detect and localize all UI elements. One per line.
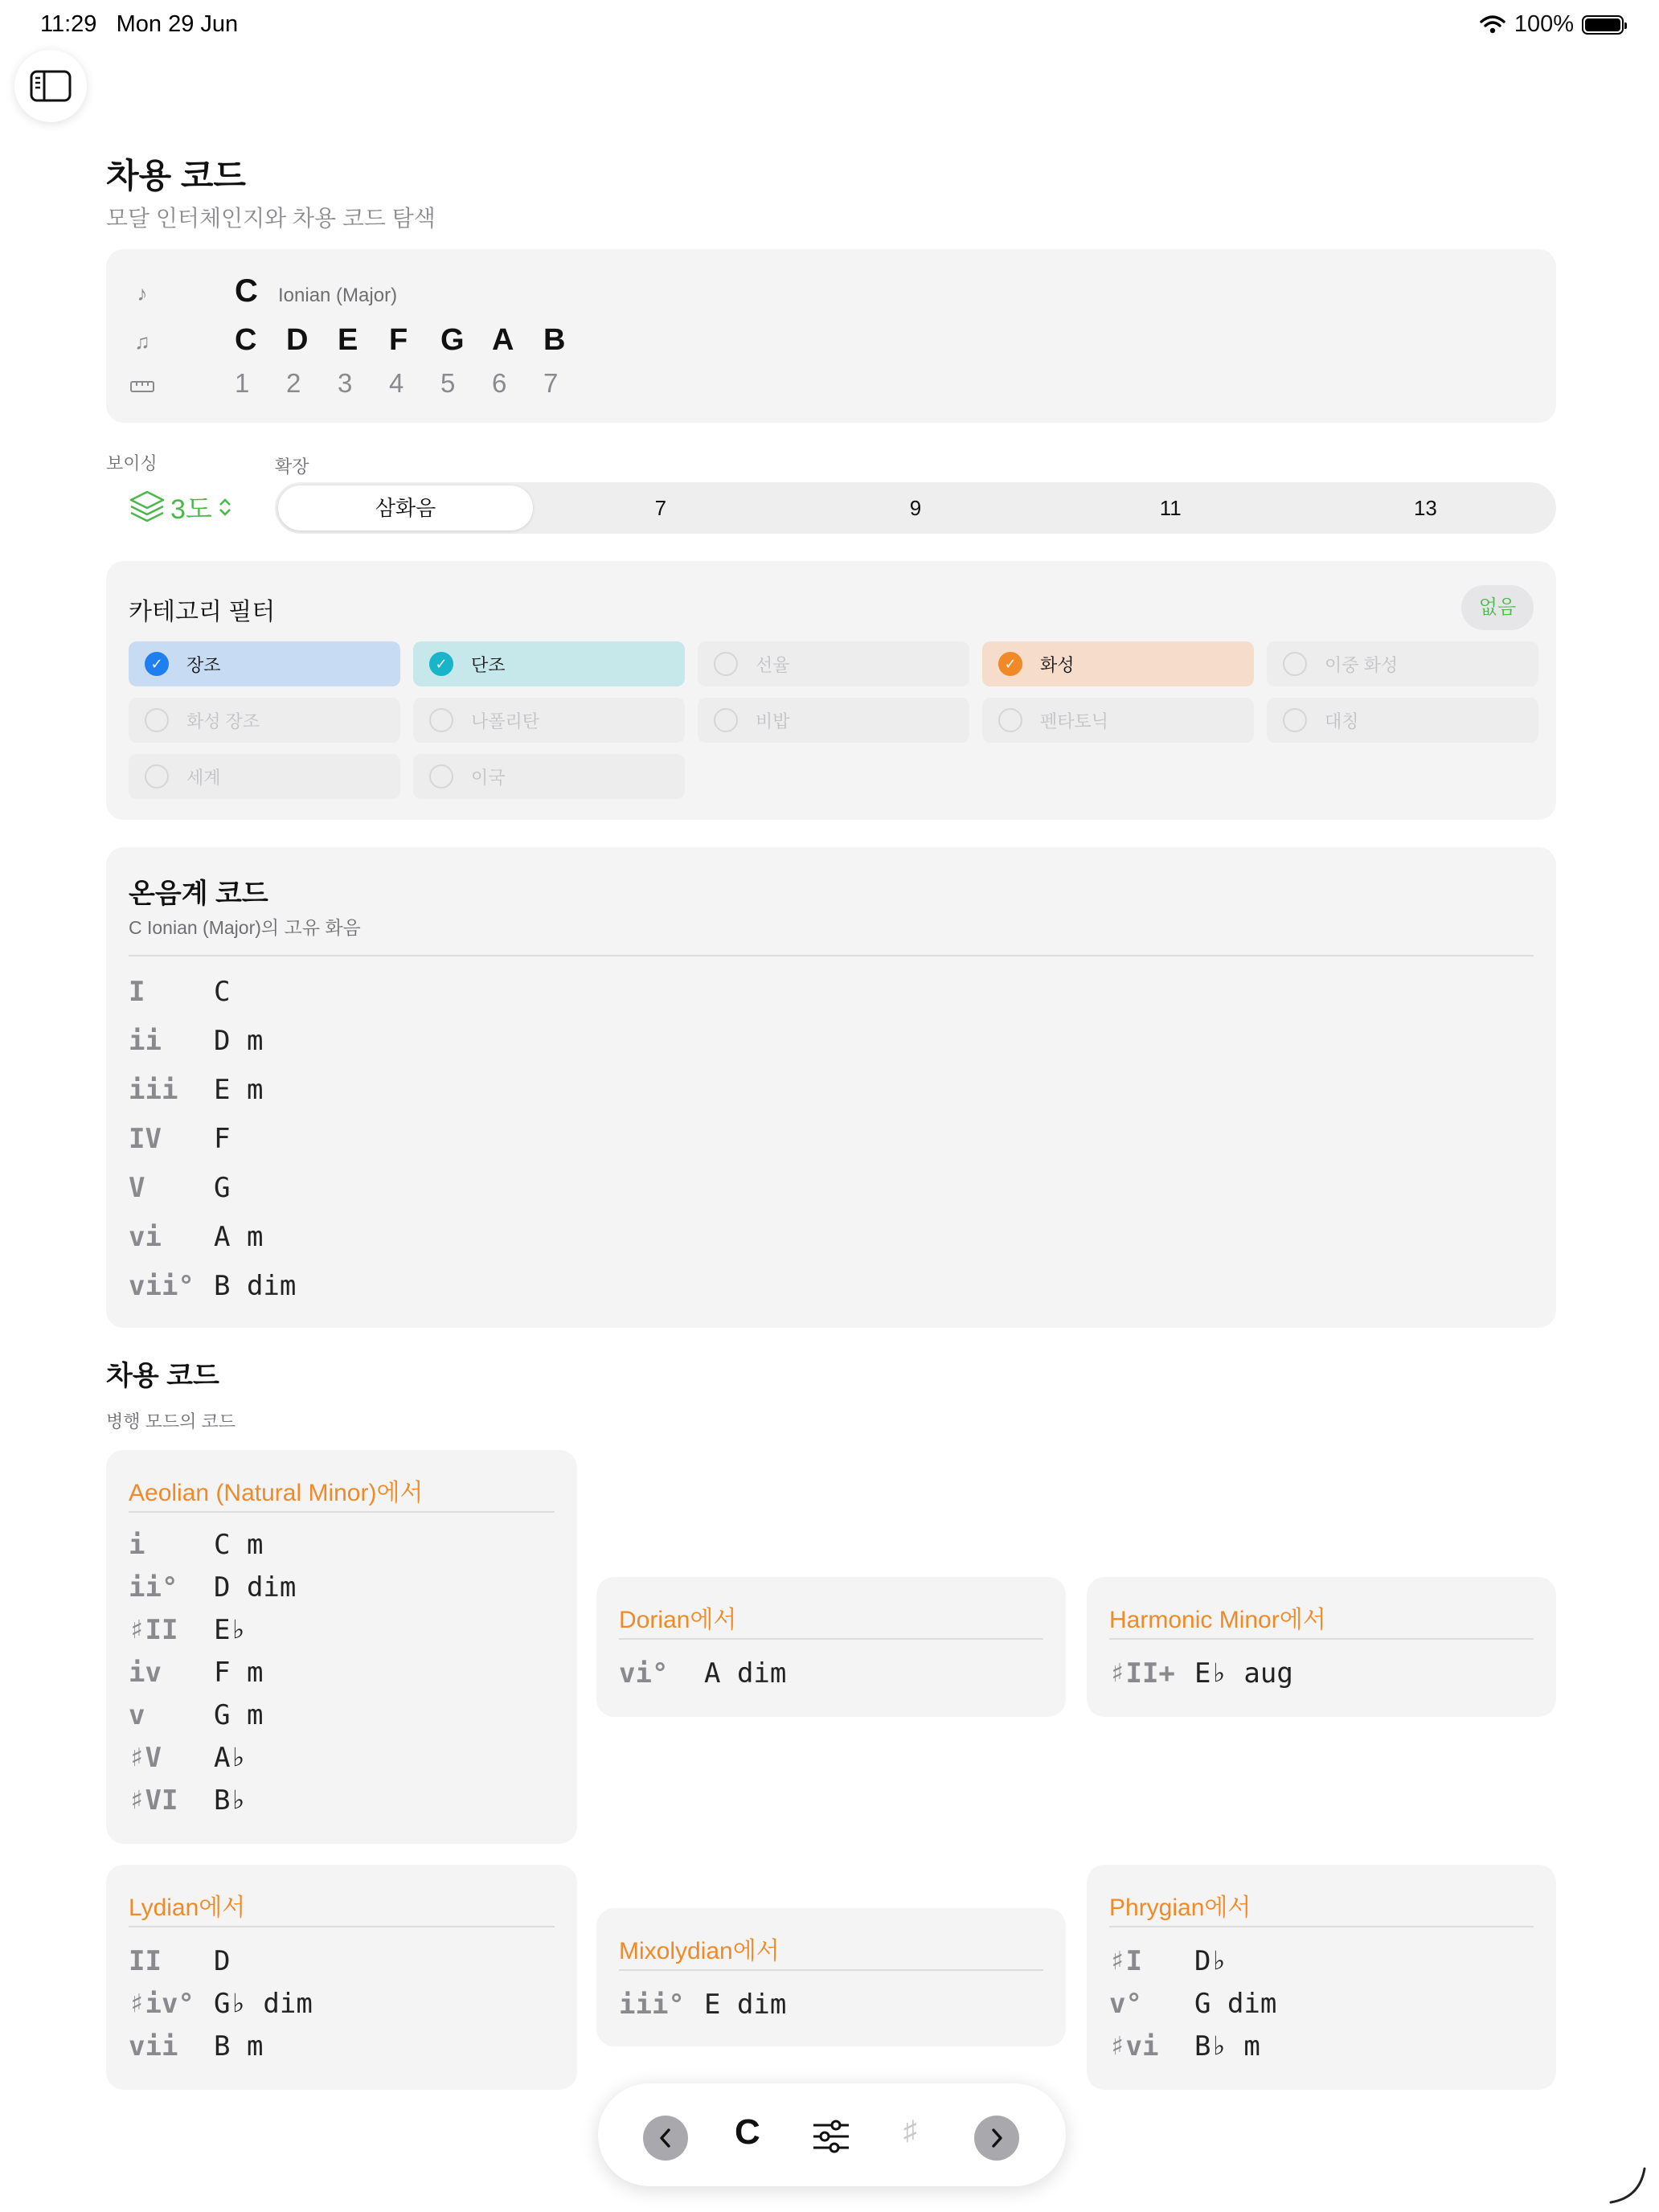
filter-chip-symmetric[interactable]: 대칭 — [1267, 698, 1538, 743]
extension-option-13[interactable]: 13 — [1413, 496, 1437, 520]
filter-title: 카테고리 필터 — [129, 599, 276, 625]
filter-chip-harmonic-major[interactable]: 화성 장조 — [129, 698, 400, 743]
extension-option-11[interactable]: 11 — [1159, 496, 1182, 520]
scale-note: B — [543, 323, 566, 357]
chord-row[interactable]: ♯V A♭ — [129, 1742, 247, 1774]
chord-row[interactable]: v° G dim — [1109, 1988, 1277, 2020]
chord-row[interactable]: ♯II+ E♭ aug — [1109, 1657, 1293, 1690]
wifi-icon — [1479, 14, 1506, 35]
radio-empty-icon — [998, 708, 1022, 732]
scale-note: E — [338, 323, 358, 357]
chord-row[interactable]: v G m — [129, 1699, 264, 1731]
mode-card-phrygian — [1087, 1865, 1556, 2090]
filter-chip-pentatonic[interactable]: 펜타토닉 — [982, 698, 1254, 743]
extension-option-7[interactable]: 7 — [654, 496, 667, 520]
chord-row[interactable]: iii E m — [129, 1074, 264, 1106]
borrowed-subtitle: 병행 모드의 코드 — [106, 1411, 236, 1432]
voicing-label: 보이싱 — [106, 453, 158, 473]
scale-note: A — [492, 323, 514, 357]
mode-name: Ionian (Major) — [278, 285, 398, 306]
radio-empty-icon — [145, 708, 169, 732]
filter-chip-melodic[interactable]: 선율 — [698, 641, 969, 686]
clear-filter-button[interactable]: 없음 — [1461, 585, 1534, 630]
chord-row[interactable]: iii° E dim — [619, 1989, 787, 2021]
scale-degree: 5 — [440, 368, 456, 398]
voicing-picker[interactable] — [129, 487, 233, 526]
extension-segmented-control — [275, 482, 1556, 534]
previous-key-button[interactable] — [643, 2116, 688, 2161]
chord-row[interactable]: vii° B dim — [129, 1270, 297, 1302]
chevron-right-icon — [987, 2127, 1006, 2149]
radio-empty-icon — [429, 764, 453, 789]
radio-empty-icon — [1283, 652, 1307, 676]
filter-chip-major[interactable]: ✓ 장조 — [129, 641, 400, 686]
voicing-value: 3도 — [170, 494, 212, 525]
note-icon: ♪ — [137, 281, 148, 305]
status-right — [1479, 11, 1624, 38]
chord-row[interactable]: i C m — [129, 1529, 264, 1561]
sharp-toggle-button[interactable]: ♯ — [903, 2116, 917, 2146]
scale-note: G — [440, 323, 465, 357]
bottom-toolbar — [598, 2083, 1066, 2186]
layers-icon — [129, 489, 166, 526]
battery-percent: 100% — [1514, 11, 1574, 37]
scale-degree: 7 — [543, 368, 559, 398]
extension-option-9[interactable]: 9 — [909, 496, 922, 520]
scale-degree: 1 — [235, 368, 250, 398]
filter-chip-bebop[interactable]: 비밥 — [698, 698, 969, 743]
filter-chip-neapolitan[interactable]: 나폴리탄 — [413, 698, 685, 743]
ruler-icon — [129, 375, 156, 399]
chevron-updown-icon — [217, 496, 233, 518]
chord-row[interactable]: ♯vi B♭ m — [1109, 2030, 1260, 2062]
chord-row[interactable]: ii D m — [129, 1025, 264, 1057]
diatonic-subtitle: C Ionian (Major)의 고유 화음 — [129, 917, 361, 938]
sidebar-icon — [30, 70, 72, 102]
scale-note: C — [235, 323, 257, 357]
divider — [1109, 1926, 1534, 1927]
mode-card-aeolian — [106, 1450, 577, 1844]
divider — [129, 1511, 555, 1513]
chord-row[interactable]: iv F m — [129, 1657, 264, 1689]
chord-row[interactable]: vii B m — [129, 2030, 264, 2062]
battery-icon — [1582, 15, 1624, 35]
scale-notes — [235, 323, 595, 358]
mode-card-title: Mixolydian에서 — [619, 1938, 780, 1964]
radio-empty-icon — [1283, 708, 1307, 732]
divider — [1109, 1638, 1534, 1640]
settings-sliders-button[interactable] — [812, 2119, 850, 2158]
divider — [129, 1926, 555, 1927]
filter-chip-world[interactable]: 세계 — [129, 754, 400, 799]
filter-chip-exotic[interactable]: 이국 — [413, 754, 685, 799]
radio-empty-icon — [714, 708, 738, 732]
chord-row[interactable]: II D — [129, 1945, 231, 1977]
scale-degree: 6 — [492, 368, 507, 398]
chord-row[interactable]: IV F — [129, 1123, 231, 1155]
root-note: C — [235, 273, 258, 309]
chevron-left-icon — [656, 2127, 675, 2149]
next-key-button[interactable] — [974, 2116, 1019, 2161]
divider — [619, 1969, 1043, 1971]
scale-degrees — [235, 368, 595, 399]
divider — [619, 1638, 1043, 1640]
mode-card-title: Phrygian에서 — [1109, 1895, 1251, 1921]
scale-degree: 2 — [286, 368, 301, 398]
window-resize-handle[interactable] — [1608, 2165, 1648, 2206]
scale-degree: 3 — [338, 368, 353, 398]
chord-row[interactable]: ♯II E♭ — [129, 1614, 247, 1646]
radio-empty-icon — [714, 652, 738, 676]
scale-note: D — [286, 323, 309, 357]
radio-empty-icon — [145, 764, 169, 789]
check-icon: ✓ — [145, 652, 169, 676]
mode-card-title: Aeolian (Natural Minor)에서 — [129, 1480, 424, 1506]
mode-card-harmonic-minor — [1087, 1577, 1556, 1717]
mode-card-lydian — [106, 1865, 577, 2090]
category-filter-card — [106, 561, 1556, 820]
chord-row[interactable]: V G — [129, 1172, 231, 1204]
mode-card-title: Lydian에서 — [129, 1895, 246, 1921]
filter-chip-minor[interactable]: ✓ 단조 — [413, 641, 685, 686]
mode-card-mixolydian — [596, 1908, 1066, 2046]
diatonic-title: 온음계 코드 — [129, 879, 268, 909]
divider — [129, 955, 1534, 956]
chord-row[interactable]: ♯iv° G♭ dim — [129, 1988, 313, 2020]
sidebar-toggle-button[interactable] — [14, 50, 87, 122]
borrowed-title: 차용 코드 — [106, 1361, 219, 1391]
mode-card-dorian — [596, 1577, 1066, 1717]
extension-label: 확장 — [275, 457, 309, 477]
page-title: 차용 코드 — [106, 157, 246, 195]
filter-chip-harmonic[interactable]: ✓ 화성 — [982, 641, 1254, 686]
radio-empty-icon — [429, 708, 453, 732]
diatonic-chords-card — [106, 847, 1556, 1328]
status-time: 11:29 Mon 29 Jun — [40, 11, 239, 37]
check-icon: ✓ — [429, 652, 453, 676]
filter-chip-double-harmonic[interactable]: 이중 화성 — [1267, 641, 1538, 686]
sliders-icon — [812, 2119, 850, 2154]
notes-icon: ♫ — [134, 329, 150, 354]
chord-row[interactable]: vi° A dim — [619, 1657, 787, 1690]
scale-note: F — [389, 323, 408, 357]
check-icon: ✓ — [998, 652, 1022, 676]
mode-card-title: Dorian에서 — [619, 1607, 737, 1633]
extension-option-triad[interactable]: 삼화음 — [278, 485, 533, 530]
page-subtitle: 모달 인터체인지와 차용 코드 탐색 — [106, 206, 436, 231]
chord-row[interactable]: vi A m — [129, 1221, 264, 1253]
chord-row[interactable]: ii° D dim — [129, 1571, 297, 1604]
chord-row[interactable]: ♯VI B♭ — [129, 1784, 247, 1817]
current-key-button[interactable]: C — [735, 2112, 760, 2152]
scale-card — [106, 249, 1556, 423]
scale-degree: 4 — [389, 368, 404, 398]
mode-card-title: Harmonic Minor에서 — [1109, 1607, 1326, 1633]
chord-row[interactable]: I C — [129, 976, 231, 1008]
chord-row[interactable]: ♯I D♭ — [1109, 1945, 1227, 1977]
